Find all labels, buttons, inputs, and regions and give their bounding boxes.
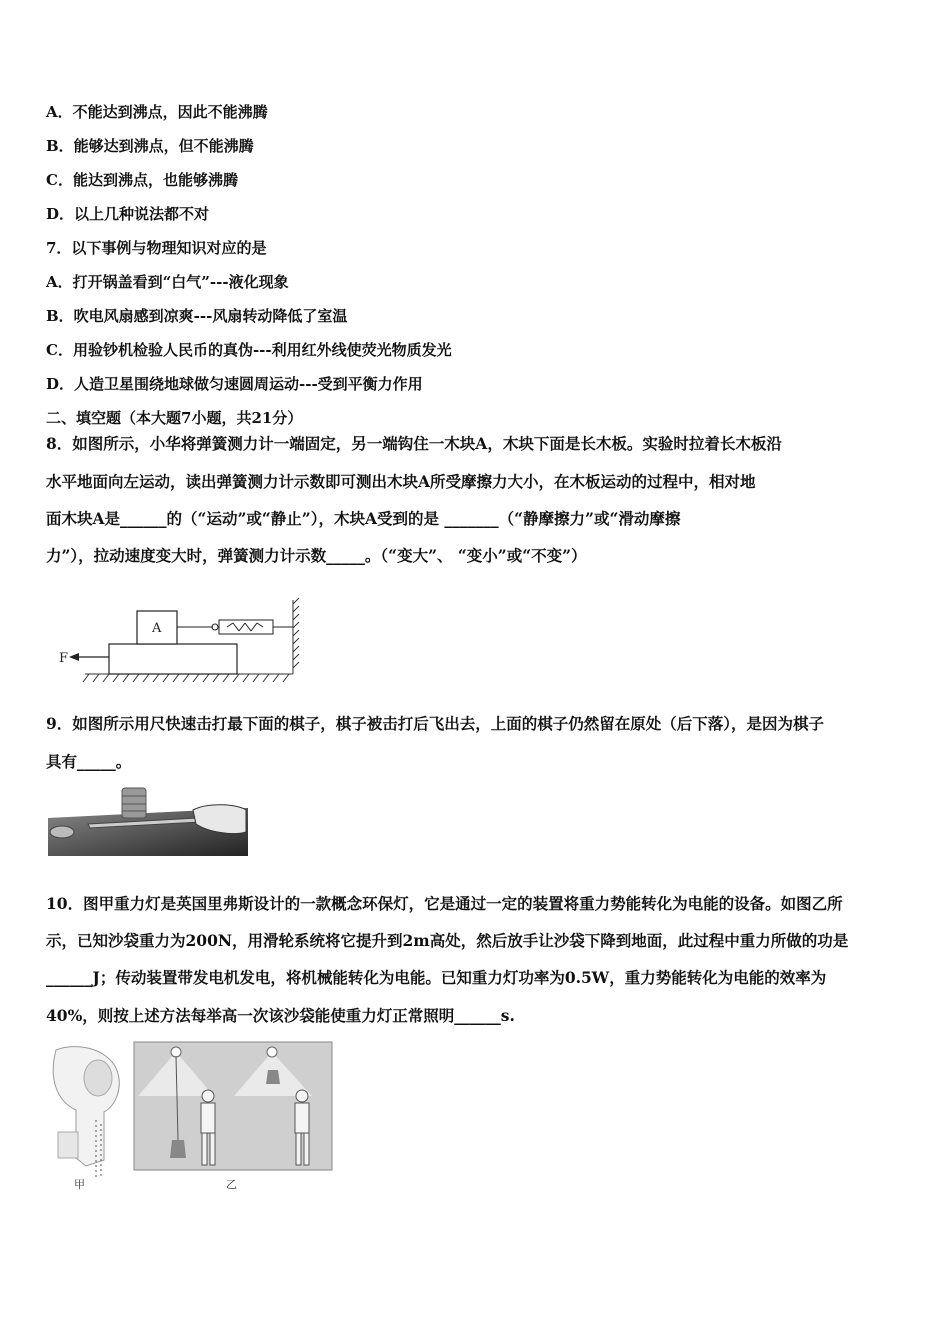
q6-option-c: C．能达到沸点，也能够沸腾 bbox=[46, 171, 238, 189]
force-label: F bbox=[59, 651, 69, 666]
q10-line-1: 10．图甲重力灯是英国里弗斯设计的一款概念环保灯，它是通过一定的装置将重力势能转化为电能的设备。如图乙所 bbox=[46, 894, 843, 913]
label-jia: 甲 bbox=[74, 1178, 85, 1191]
q7-option-d: D．人造卫星围绕地球做匀速圆周运动---受到平衡力作用 bbox=[46, 375, 423, 393]
q10-line-4: 40%，则按上述方法每举高一次该沙袋能使重力灯正常照明______s. bbox=[46, 1006, 515, 1025]
q8-figure bbox=[55, 596, 310, 688]
q8-line-1: 8．如图所示，小华将弹簧测力计一端固定，另一端钩住一木块A，木块下面是长木板。实验时拉着长木板沿 bbox=[46, 434, 782, 453]
q7-option-b: B．吹电风扇感到凉爽---风扇转动降低了室温 bbox=[46, 307, 348, 325]
q7-stem: 7．以下事例与物理知识对应的是 bbox=[46, 239, 267, 257]
gravity-lamp-photo bbox=[53, 1047, 119, 1178]
q9-line-1: 9．如图所示用尺快速击打最下面的棋子，棋子被击打后飞出去，上面的棋子仍然留在原处（后下落），是因为棋子 bbox=[46, 714, 825, 733]
q6-option-b: B．能够达到沸点，但不能沸腾 bbox=[46, 137, 254, 155]
lamp-right-icon bbox=[267, 1047, 277, 1057]
q8-line-4: 力”），拉动速度变大时，弹簧测力计示数_____。（“变大”、 “变小”或“不变”） bbox=[46, 546, 587, 565]
q9-figure bbox=[48, 780, 248, 860]
lamp-left-icon bbox=[171, 1047, 181, 1057]
block-a-label: A bbox=[152, 621, 162, 636]
wall-hatch bbox=[293, 598, 299, 674]
checker-stack bbox=[122, 788, 146, 818]
q6-option-d: D．以上几种说法都不对 bbox=[46, 205, 210, 223]
sandbag-high bbox=[266, 1070, 280, 1084]
q9-line-2: 具有_____。 bbox=[46, 752, 132, 771]
q10-figure bbox=[46, 1040, 336, 1192]
long-board bbox=[109, 644, 237, 674]
force-arrow-icon bbox=[69, 653, 79, 661]
section-heading: 二、填空题（本大题7小题，共21分） bbox=[46, 409, 303, 427]
flying-checker bbox=[50, 826, 74, 838]
q6-option-a: A．不能达到沸点，因此不能沸腾 bbox=[46, 103, 268, 121]
q8-line-3: 面木块A是______的（“运动”或“静止”），木块A受到的是 _______（“静摩擦力”或“滑动摩擦 bbox=[46, 509, 681, 528]
q7-option-a: A．打开锅盖看到“白气”---液化现象 bbox=[46, 273, 289, 291]
sandbag-low bbox=[170, 1140, 186, 1158]
label-yi: 乙 bbox=[226, 1178, 237, 1191]
q8-line-2: 水平地面向左运动，读出弹簧测力计示数即可测出木块A所受摩擦力大小，在木板运动的过程中，相对地 bbox=[46, 472, 756, 491]
q7-option-c: C．用验钞机检验人民币的真伪---利用红外线使荧光物质发光 bbox=[46, 341, 452, 359]
ground-hatch bbox=[83, 674, 293, 682]
q10-line-2: 示，已知沙袋重力为200N，用滑轮系统将它提升到2m高处，然后放手让沙袋下降到地面，此过程中重力所做的功是 bbox=[46, 931, 849, 950]
q10-line-3: ______J；传动装置带发电机发电，将机械能转化为电能。已知重力灯功率为0.5W，重力势能转化为电能的效率为 bbox=[46, 968, 827, 987]
